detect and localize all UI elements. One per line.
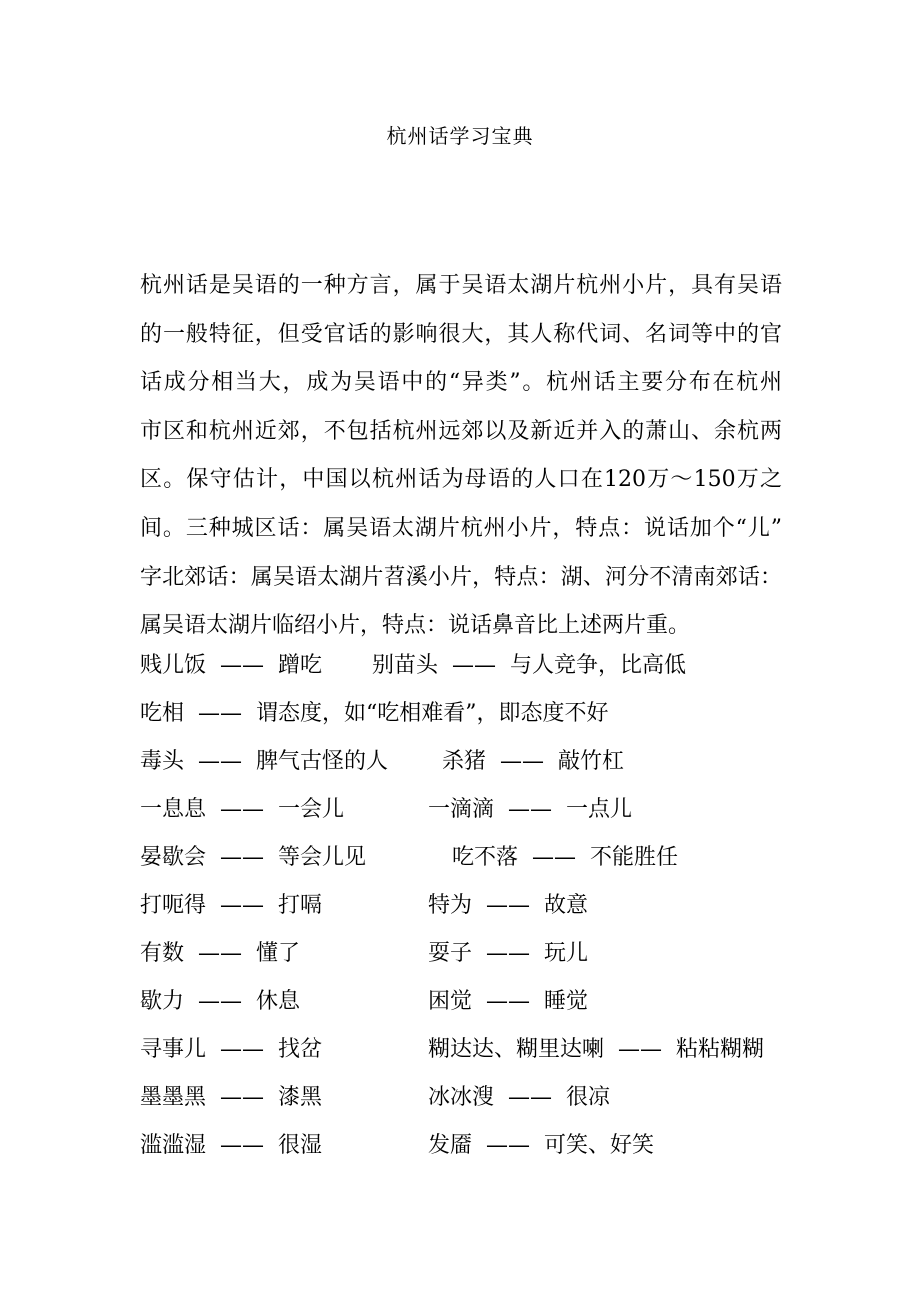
intro-line: 间。三种城区话：属吴语太湖片杭州小片，特点：说话加个“儿” — [140, 515, 782, 541]
intro-line: 字北郊话：属吴语太湖片苕溪小片，特点：湖、河分不清南郊话： — [140, 564, 782, 590]
glossary-entry: 歇力 —— 休息 — [140, 989, 300, 1014]
glossary-entry: 有数 —— 懂了 — [140, 941, 300, 966]
document-title: 杭州话学习宝典 — [386, 124, 534, 148]
intro-paragraph — [140, 262, 782, 651]
intro-line: 话成分相当大，成为吴语中的“异类”。杭州话主要分布在杭州 — [140, 370, 782, 396]
glossary-entry: 特为 —— 故意 — [428, 893, 588, 918]
glossary-entry: 冰冰溲 —— 很凉 — [428, 1085, 610, 1110]
glossary-entry: 一息息 —— 一会儿 — [140, 797, 344, 822]
glossary-entry: 打呃得 —— 打嗝 — [140, 893, 322, 918]
glossary-entry: 滥滥湿 —— 很湿 — [140, 1133, 322, 1158]
glossary-entry: 别苗头 —— 与人竞争，比高低 — [372, 653, 686, 678]
glossary-entry: 发靥 —— 可笑、好笑 — [428, 1133, 654, 1158]
glossary-entry: 杀猪 —— 敲竹杠 — [442, 749, 624, 774]
glossary-entry: 晏歇会 —— 等会儿见 — [140, 845, 366, 870]
glossary-entry: 毒头 —— 脾气古怪的人 — [140, 749, 388, 774]
glossary-entry: 吃不落 —— 不能胜任 — [452, 845, 678, 870]
glossary-entry: 墨墨黑 —— 漆黑 — [140, 1085, 322, 1110]
glossary-entry: 吃相 —— 谓态度，如“吃相难看”，即态度不好 — [140, 701, 609, 726]
intro-line: 的一般特征，但受官话的影响很大，其人称代词、名词等中的官 — [140, 321, 782, 347]
intro-line: 杭州话是吴语的一种方言，属于吴语太湖片杭州小片，具有吴语 — [140, 273, 782, 298]
glossary-entry: 一滴滴 —— 一点儿 — [428, 797, 632, 822]
intro-line: 市区和杭州近郊，不包括杭州远郊以及新近并入的萧山、余杭两 — [140, 418, 782, 444]
glossary-entry: 困觉 —— 睡觉 — [428, 989, 588, 1014]
intro-line: 区。保守估计，中国以杭州话为母语的人口在120万～150万之 — [140, 467, 782, 493]
glossary-entry: 寻事儿 —— 找岔 — [140, 1037, 322, 1062]
glossary-entry: 糊达达、糊里达喇 —— 粘粘糊糊 — [428, 1037, 764, 1062]
glossary-entry: 贱儿饭 —— 蹭吃 — [140, 653, 322, 678]
glossary-entry: 耍子 —— 玩儿 — [428, 941, 588, 966]
intro-line: 属吴语太湖片临绍小片，特点：说话鼻音比上述两片重。 — [140, 613, 691, 639]
